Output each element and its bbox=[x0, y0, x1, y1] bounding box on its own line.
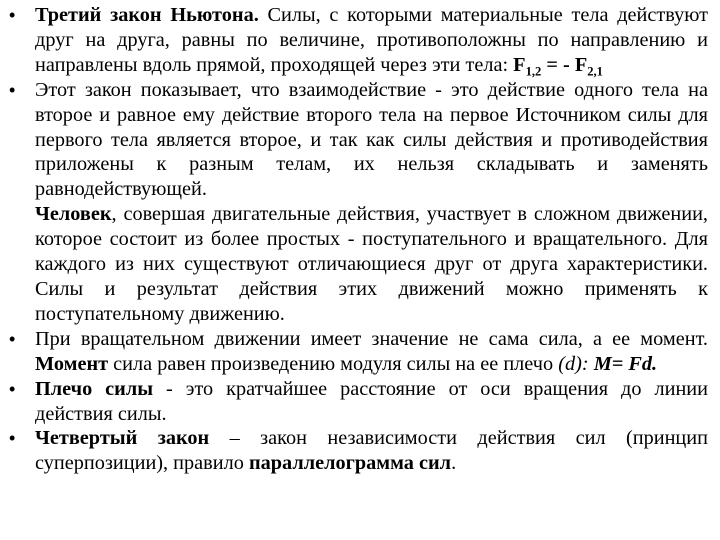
fourth-law-end: . bbox=[451, 452, 457, 475]
moment-formula: M= Fd. bbox=[593, 352, 658, 375]
bullet-icon: • bbox=[9, 5, 16, 25]
formula-f12: $F_{1,2}$ = - $F_{2,1}$ bbox=[513, 53, 603, 79]
moment-text-2: сила равен произведению модуля силы на ее плечо bbox=[108, 352, 559, 375]
bullet-icon: • bbox=[9, 378, 16, 399]
parallelogram-term: параллелограмма сил bbox=[248, 452, 452, 475]
lever-term: Плечо силы bbox=[35, 377, 154, 400]
list-item-third-law bbox=[8, 3, 708, 78]
list-item-lever bbox=[8, 377, 708, 427]
list-item-moment bbox=[8, 327, 708, 377]
lever-text: - это кратчайшее расстояние от оси вращения до линии действия силы. bbox=[35, 377, 709, 425]
fourth-law-term: Четвертый закон bbox=[35, 427, 210, 450]
moment-term: Момент bbox=[35, 352, 109, 375]
human-paragraph bbox=[35, 202, 708, 327]
bullet-icon: • bbox=[9, 428, 16, 449]
interaction-text: Этот закон показывает, что взаимодействие - это действие одного тела на второе и равное ему действие второго тела на первое Источником силы для первого тела является второе, и так как силы действия и противодействия приложены к разным телам, их нельзя складывать и заменять равнодействующей. bbox=[35, 78, 708, 201]
third-law-text: Силы, с которыми материальные тела действуют друг на друга, равны по величине, противоположны по направлению и направлены вдоль прямой, проходящей через эти тела: bbox=[35, 4, 708, 76]
bullet-icon: • bbox=[9, 79, 16, 100]
moment-text: При вращательном движении имеет значение не сама сила, а ее момент. bbox=[35, 327, 708, 350]
lever-symbol: (d): bbox=[558, 352, 594, 375]
fourth-law-text: – закон независимости действия сил (принцип суперпозиции), правило bbox=[35, 427, 708, 475]
list-item-interaction bbox=[8, 78, 708, 327]
bullet-icon: • bbox=[9, 328, 16, 349]
third-law-term: Третий закон Ньютона. bbox=[35, 4, 259, 26]
list-item-fourth-law bbox=[8, 426, 708, 476]
human-text: , совершая двигательные действия, участвует в сложном движении, которое состоит из более простых - поступательного и вращательного. Для каждого из них существуют отличающиеся друг от друга характеристики. Силы и результат действия этих движений можно применять к поступательному движению. bbox=[35, 203, 708, 325]
human-term: Человек bbox=[35, 203, 112, 226]
